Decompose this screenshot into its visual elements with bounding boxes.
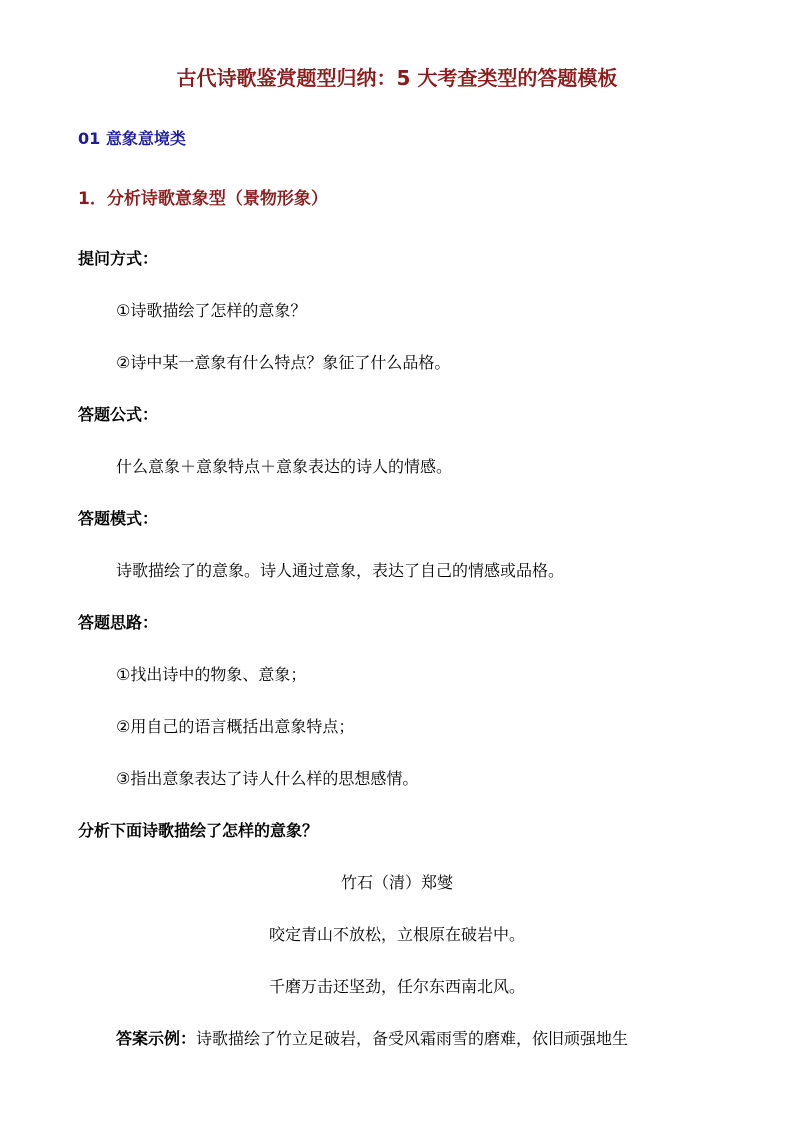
section-heading: 01 意象意境类 [78, 129, 186, 148]
approach-item: ③指出意象表达了诗人什么样的思想感情。 [116, 769, 419, 788]
ask-way-label: 提问方式： [78, 249, 159, 268]
question-text: 分析下面诗歌描绘了怎样的意象？ [78, 821, 319, 840]
poem-line: 千磨万击还坚劲，任尔东西南北风。 [268, 977, 525, 996]
document-title: 古代诗歌鉴赏题型归纳：5 大考查类型的答题模板 [176, 66, 618, 90]
subsection-heading: 1．分析诗歌意象型（景物形象） [78, 189, 328, 209]
poem-title: 竹石（清）郑燮 [340, 873, 453, 892]
formula-text: 什么意象＋意象特点＋意象表达的诗人的情感。 [116, 457, 453, 476]
pattern-label: 答题模式： [78, 509, 159, 528]
approach-label: 答题思路： [78, 613, 159, 632]
approach-item: ①找出诗中的物象、意象； [116, 665, 307, 684]
ask-way-item: ①诗歌描绘了怎样的意象？ [116, 301, 307, 320]
answer-example [116, 1028, 628, 1050]
formula-label: 答题公式： [78, 405, 159, 424]
approach-item: ②用自己的语言概括出意象特点； [116, 717, 355, 736]
poem-line: 咬定青山不放松，立根原在破岩中。 [268, 925, 525, 944]
pattern-text: 诗歌描绘了的意象。诗人通过意象，表达了自己的情感或品格。 [116, 561, 565, 580]
ask-way-item: ②诗中某一意象有什么特点？象征了什么品格。 [116, 353, 451, 372]
answer-label: 答案示例： [116, 1029, 197, 1048]
answer-text: 诗歌描绘了竹立足破岩，备受风霜雨雪的磨难，依旧顽强地生 [196, 1029, 629, 1048]
